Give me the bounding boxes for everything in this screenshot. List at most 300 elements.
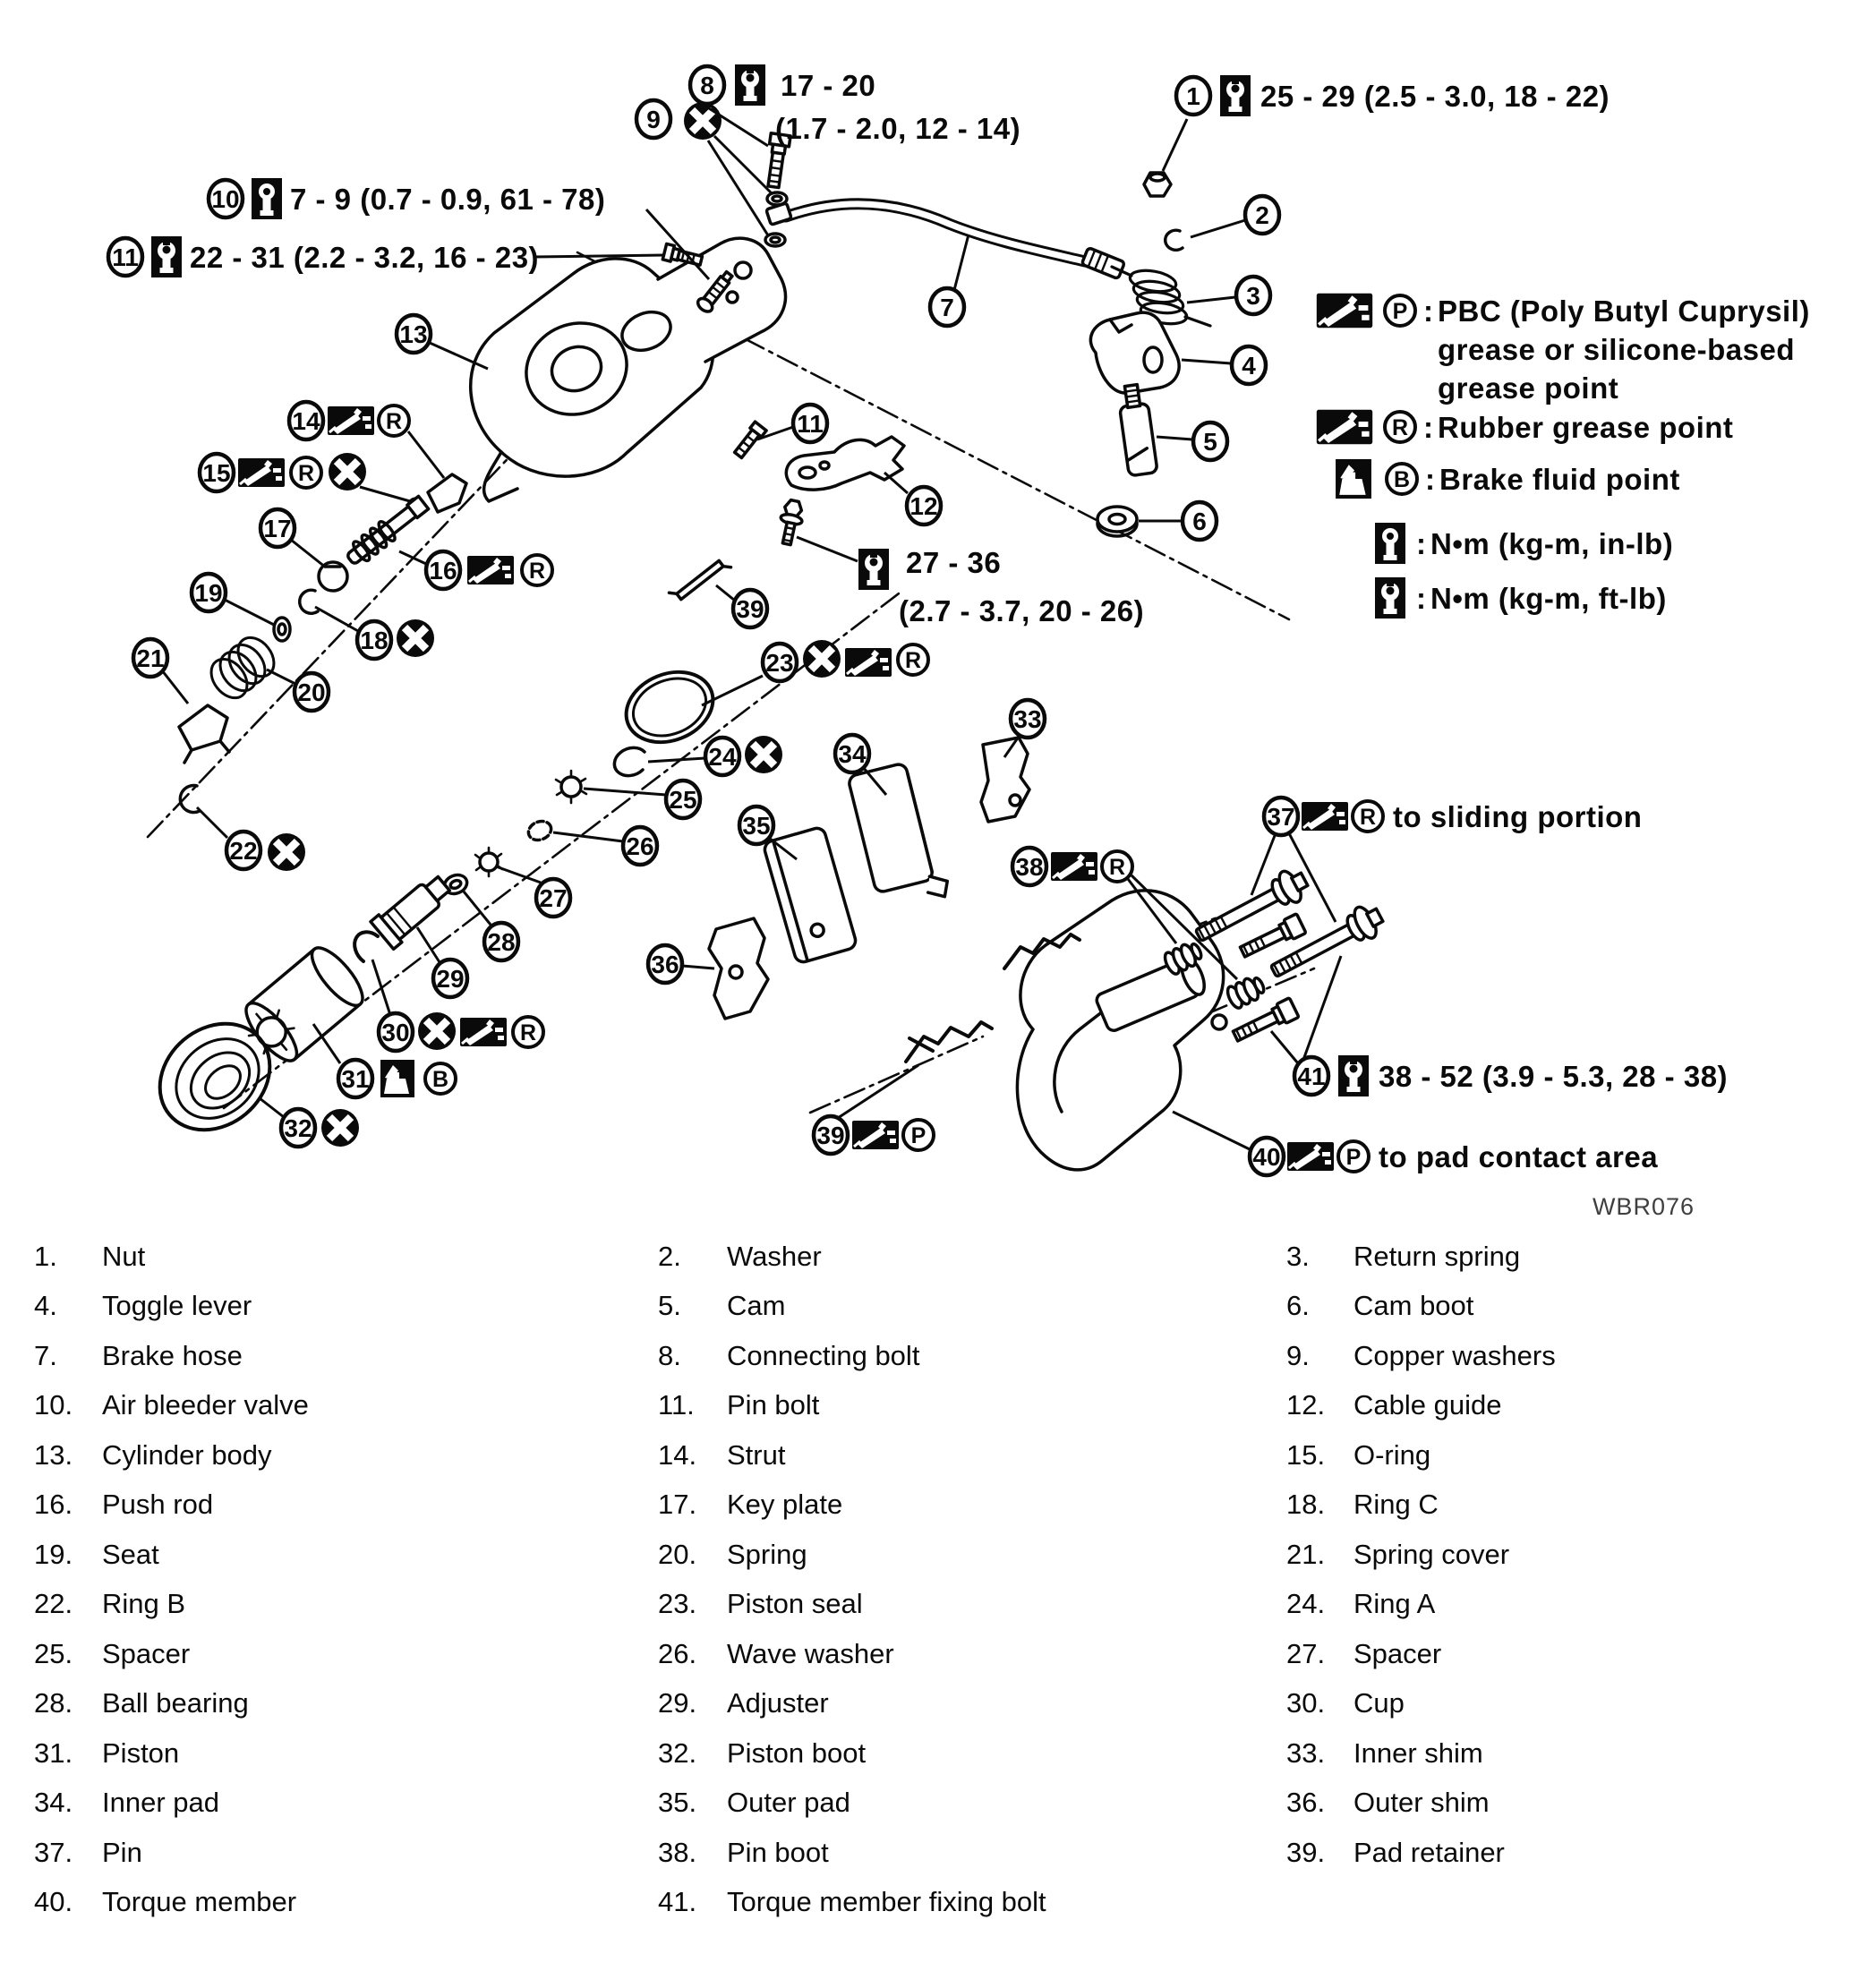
- figure-code: WBR076: [1592, 1193, 1695, 1220]
- callout-number: 19: [194, 579, 223, 607]
- annotation-text: 27 - 36: [906, 546, 1002, 579]
- leader-line: [682, 966, 714, 968]
- leader-line: [408, 431, 444, 478]
- part-name: Key plate: [727, 1489, 843, 1521]
- part-number: 37.: [34, 1836, 73, 1868]
- part-name: Pin bolt: [727, 1389, 820, 1421]
- callout-number: 41: [1297, 1062, 1326, 1090]
- callout-number: 22: [229, 837, 258, 865]
- wrench-ft-lb-icon: [858, 549, 889, 590]
- spring-drawing: [204, 631, 281, 705]
- leader-line: [197, 807, 227, 838]
- part-name: Cam boot: [1353, 1290, 1474, 1322]
- grease-gun-icon: [460, 1018, 507, 1046]
- part-number: 18.: [1286, 1489, 1326, 1521]
- annotation-text: :: [1423, 411, 1434, 444]
- leader-line: [372, 960, 390, 1015]
- callout-number: 15: [202, 459, 231, 487]
- part-number: 12.: [1286, 1389, 1326, 1421]
- grease-note-39: [814, 1065, 934, 1154]
- callout-number: 16: [429, 557, 457, 584]
- callout-9: [636, 100, 772, 235]
- callout-number: 38: [1015, 853, 1044, 881]
- part-number: 22.: [34, 1588, 73, 1620]
- leader-line: [1173, 1112, 1250, 1149]
- part-name: Pin boot: [727, 1836, 829, 1868]
- part-number: 2.: [658, 1240, 681, 1272]
- outer-pad-drawing: [763, 826, 858, 964]
- cup-drawing: [354, 932, 378, 961]
- leader-line: [1303, 956, 1341, 1060]
- leader-line: [1182, 360, 1231, 363]
- leader-line: [954, 235, 969, 290]
- part-number: 25.: [34, 1637, 73, 1669]
- cam-boot-drawing: [1097, 507, 1137, 536]
- callout-number: 37: [1267, 803, 1295, 831]
- callout-number: 13: [399, 320, 428, 348]
- legend-brake-fluid: [1336, 459, 1680, 499]
- torque-note-41: [1271, 956, 1728, 1096]
- callout-number: 1: [1186, 82, 1200, 110]
- part-number: 10.: [34, 1389, 73, 1421]
- part-number: 29.: [658, 1687, 697, 1719]
- parts-list-row: [0, 1580, 1853, 1630]
- torque-member-drawing: [1017, 891, 1226, 1170]
- annotation-text: :: [1416, 582, 1427, 615]
- grease-gun-icon: [1317, 294, 1372, 328]
- annotation-text: 17 - 20: [781, 69, 876, 102]
- badge-letter: R: [904, 648, 922, 673]
- brake-hose-drawing: [766, 203, 1125, 279]
- leader-line: [1191, 220, 1245, 237]
- callout-7: [930, 235, 969, 326]
- callout-number: 6: [1192, 508, 1207, 535]
- wrench-ft-lb-icon: [1375, 577, 1405, 619]
- annotation-text: grease or silicone-based: [1438, 333, 1795, 366]
- leader-line: [260, 1098, 284, 1117]
- callout-2: [1191, 196, 1279, 237]
- part-name: Cam: [727, 1290, 786, 1322]
- part-number: 20.: [658, 1538, 697, 1570]
- part-name: Ring A: [1353, 1588, 1436, 1620]
- parts-list-row: [0, 1530, 1853, 1580]
- callout-number: 11: [797, 410, 824, 438]
- grease-gun-icon: [328, 406, 374, 435]
- leader-line: [1157, 437, 1192, 439]
- inner-shim-drawing: [981, 738, 1029, 822]
- part-number: 19.: [34, 1538, 73, 1570]
- part-number: 16.: [34, 1489, 73, 1521]
- grease-gun-icon: [1302, 802, 1348, 831]
- grease-note-40: [1173, 1112, 1658, 1175]
- part-number: 31.: [34, 1736, 73, 1769]
- part-name: Spacer: [102, 1637, 191, 1669]
- grease-gun-icon: [845, 648, 892, 677]
- callout-23: [702, 640, 928, 705]
- part-name: Outer pad: [727, 1787, 850, 1819]
- pad-retainer-lower-drawing: [906, 1022, 992, 1062]
- part-number: 23.: [658, 1588, 697, 1620]
- ring-c-drawing: [300, 590, 318, 613]
- part-name: Spacer: [1353, 1637, 1442, 1669]
- leader-line: [648, 758, 705, 762]
- parts-list-row: [0, 1828, 1853, 1878]
- do-not-reuse-x-icon: [745, 736, 782, 773]
- part-number: 41.: [658, 1886, 697, 1918]
- callout-number: 3: [1246, 282, 1260, 310]
- callout-number: 31: [341, 1065, 370, 1093]
- annotation-text: to sliding portion: [1393, 800, 1643, 833]
- callout-number: 33: [1013, 705, 1042, 733]
- callout-4: [1182, 346, 1266, 384]
- washer-drawing: [1166, 230, 1183, 250]
- torque-note-8: [690, 64, 1020, 146]
- badge-letter: P: [1345, 1145, 1362, 1170]
- leader-line: [315, 607, 358, 631]
- part-name: Cylinder body: [102, 1438, 272, 1471]
- wrench-in-lb-icon: [252, 178, 282, 219]
- callout-6: [1139, 502, 1217, 540]
- callout-20: [267, 670, 329, 711]
- part-number: 33.: [1286, 1736, 1326, 1769]
- badge-letter: B: [1393, 467, 1411, 492]
- grease-gun-icon: [1287, 1142, 1334, 1171]
- callout-number: 24: [708, 743, 737, 771]
- callout-36: [648, 945, 714, 983]
- callout-number: 8: [700, 72, 714, 99]
- wrench-ft-lb-icon: [1338, 1055, 1369, 1096]
- part-number: 1.: [34, 1240, 57, 1272]
- leader-line: [399, 551, 426, 564]
- callout-number: 12: [909, 492, 938, 520]
- callout-16: [399, 551, 552, 589]
- callout-number: 28: [487, 928, 516, 956]
- part-name: Pad retainer: [1353, 1836, 1505, 1868]
- callout-19: [192, 574, 274, 625]
- part-number: 30.: [1286, 1687, 1326, 1719]
- callout-number: 9: [646, 106, 661, 133]
- part-number: 34.: [34, 1787, 73, 1819]
- part-number: 3.: [1286, 1240, 1310, 1272]
- leader-line: [1271, 1031, 1298, 1063]
- part-number: 24.: [1286, 1588, 1326, 1620]
- outer-shim-drawing: [709, 918, 768, 1019]
- badge-letter: B: [431, 1067, 449, 1092]
- part-number: 15.: [1286, 1438, 1326, 1471]
- part-name: Outer shim: [1353, 1787, 1490, 1819]
- leader-line: [584, 789, 666, 795]
- part-number: 5.: [658, 1290, 681, 1322]
- part-name: Wave washer: [727, 1637, 894, 1669]
- part-name: Strut: [727, 1438, 786, 1471]
- callout-number: 23: [765, 649, 794, 677]
- badge-letter: R: [297, 461, 315, 486]
- parts-list-row: [0, 1480, 1853, 1531]
- annotation-text: grease point: [1438, 371, 1619, 405]
- strut-drawing: [428, 474, 466, 512]
- do-not-reuse-x-icon: [418, 1012, 456, 1050]
- pin-drawing: [1266, 900, 1388, 986]
- grease-gun-icon: [467, 556, 514, 584]
- part-number: 7.: [34, 1339, 57, 1371]
- grease-gun-icon: [238, 458, 285, 487]
- callout-number: 40: [1252, 1143, 1281, 1171]
- part-number: 4.: [34, 1290, 57, 1322]
- push-rod-drawing: [343, 493, 431, 569]
- do-not-reuse-x-icon: [268, 833, 305, 871]
- part-name: Ball bearing: [102, 1687, 249, 1719]
- do-not-reuse-x-icon: [684, 102, 722, 140]
- part-number: 39.: [1286, 1836, 1326, 1868]
- annotation-text: N•m (kg-m, ft-lb): [1430, 582, 1667, 615]
- leader-line: [534, 255, 664, 257]
- parts-list-row: [0, 1878, 1853, 1928]
- callout-number: 36: [651, 951, 679, 978]
- callout-number: 35: [742, 812, 771, 840]
- parts-list-row: [0, 1629, 1853, 1679]
- leader-line: [1163, 119, 1187, 171]
- brake-fluid-icon: [1336, 459, 1371, 499]
- torque-note-27-36: [797, 537, 1144, 627]
- adjuster-drawing: [371, 870, 456, 949]
- callout-28: [464, 892, 518, 960]
- part-name: O-ring: [1353, 1438, 1431, 1471]
- callout-number: 20: [297, 678, 326, 706]
- part-name: Cup: [1353, 1687, 1405, 1719]
- spacer-27-drawing: [475, 848, 502, 876]
- part-name: Torque member fixing bolt: [727, 1886, 1046, 1918]
- callout-3: [1187, 277, 1270, 314]
- part-number: 11.: [658, 1389, 695, 1421]
- part-name: Push rod: [102, 1489, 214, 1521]
- leader-line: [553, 832, 623, 841]
- annotation-text: N•m (kg-m, in-lb): [1430, 527, 1674, 560]
- cam-drawing: [1117, 383, 1158, 475]
- part-number: 14.: [658, 1438, 697, 1471]
- callout-17: [260, 509, 326, 567]
- leader-line: [496, 866, 541, 883]
- part-number: 36.: [1286, 1787, 1326, 1819]
- parts-list-row: [0, 1381, 1853, 1431]
- annotation-text: :: [1423, 294, 1434, 328]
- torque-note-1: [1163, 75, 1610, 171]
- leader-line: [291, 540, 326, 567]
- part-name: Toggle lever: [102, 1290, 252, 1322]
- part-name: Spring cover: [1353, 1538, 1510, 1570]
- callout-21: [133, 639, 188, 704]
- callout-number: 7: [940, 294, 954, 321]
- wrench-ft-lb-icon: [151, 236, 182, 277]
- annotation-text: Brake fluid point: [1439, 463, 1680, 496]
- part-name: Copper washers: [1353, 1339, 1556, 1371]
- callout-32: [260, 1098, 359, 1147]
- exploded-drawing: [139, 133, 1388, 1170]
- inner-pad-drawing: [848, 760, 951, 913]
- annotation-text: Rubber grease point: [1438, 411, 1734, 444]
- brake-fluid-icon: [380, 1060, 414, 1097]
- part-name: Inner pad: [102, 1787, 219, 1819]
- part-name: Piston boot: [727, 1736, 867, 1769]
- part-name: Return spring: [1353, 1240, 1521, 1272]
- leader-line: [162, 670, 188, 704]
- part-name: Adjuster: [727, 1687, 829, 1719]
- cable-guide-drawing: [786, 437, 904, 490]
- annotation-text: to pad contact area: [1379, 1140, 1659, 1173]
- annotation-text: 25 - 29 (2.5 - 3.0, 18 - 22): [1260, 80, 1610, 113]
- callout-number: 29: [436, 965, 465, 993]
- parts-list-row: [0, 1779, 1853, 1829]
- callout-39-upper: [716, 585, 767, 627]
- part-name: Torque member: [102, 1886, 297, 1918]
- legend-rubber-grease: [1317, 410, 1734, 444]
- legend-nm-in-lb: [1375, 523, 1673, 564]
- badge-letter: P: [910, 1123, 926, 1148]
- callout-number: 10: [211, 185, 240, 213]
- callout-number: 11: [112, 243, 139, 271]
- parts-list-row: [0, 1679, 1853, 1729]
- badge-letter: P: [1392, 299, 1408, 324]
- parts-list: [0, 1232, 1853, 1927]
- do-not-reuse-x-icon: [321, 1109, 359, 1147]
- wave-washer-drawing: [525, 818, 554, 843]
- badge-letter: R: [385, 409, 403, 434]
- part-name: Air bleeder valve: [102, 1389, 309, 1421]
- callout-11-pin-bolt: [757, 405, 827, 442]
- pin-boot-drawing: [1225, 974, 1267, 1011]
- leader-line: [884, 473, 908, 493]
- callout-22: [197, 807, 305, 871]
- badge-letter: R: [1359, 805, 1377, 830]
- part-name: Cable guide: [1353, 1389, 1502, 1421]
- part-number: 32.: [658, 1736, 697, 1769]
- pin-bolt-drawing: [732, 422, 766, 459]
- callout-number: 18: [360, 627, 389, 654]
- callout-number: 21: [136, 644, 165, 672]
- part-number: 38.: [658, 1836, 697, 1868]
- wrench-in-lb-icon: [1375, 523, 1405, 564]
- grease-note-37: [1251, 798, 1642, 922]
- part-number: 28.: [34, 1687, 73, 1719]
- callout-number: 17: [263, 515, 292, 542]
- grease-gun-icon: [1317, 410, 1372, 444]
- part-number: 13.: [34, 1438, 73, 1471]
- parts-list-row: [0, 1282, 1853, 1332]
- seat-drawing: [274, 618, 290, 641]
- leader-line: [267, 670, 295, 684]
- callout-number: 5: [1203, 428, 1217, 456]
- annotation-text: PBC (Poly Butyl Cuprysil): [1438, 294, 1810, 328]
- callout-12: [884, 473, 941, 525]
- part-name: Seat: [102, 1538, 159, 1570]
- wrench-ft-lb-icon: [735, 64, 765, 106]
- badge-letter: R: [519, 1020, 537, 1045]
- leader-line: [838, 1065, 918, 1118]
- callout-number: 39: [736, 595, 764, 623]
- parts-list-row: [0, 1232, 1853, 1282]
- leader-line: [797, 537, 858, 561]
- parts-list-row: [0, 1430, 1853, 1480]
- nut-drawing: [1144, 173, 1171, 196]
- part-name: Nut: [102, 1240, 146, 1272]
- callout-number: 34: [838, 740, 867, 768]
- parts-list-row: [0, 1728, 1853, 1779]
- callout-25: [584, 781, 700, 818]
- badge-letter: R: [1108, 855, 1126, 880]
- annotation-text: :: [1425, 463, 1436, 496]
- annotation-text: 7 - 9 (0.7 - 0.9, 61 - 78): [290, 183, 606, 216]
- cylinder-body-drawing: [471, 238, 786, 501]
- part-number: 35.: [658, 1787, 697, 1819]
- leader-line: [1187, 297, 1235, 303]
- spacer-25-drawing: [556, 771, 586, 803]
- ring-a-drawing: [614, 747, 645, 775]
- part-number: 21.: [1286, 1538, 1326, 1570]
- annotation-text: (1.7 - 2.0, 12 - 14): [775, 112, 1021, 145]
- axis-line: [810, 1037, 983, 1113]
- part-number: 6.: [1286, 1290, 1310, 1322]
- callout-number: 26: [626, 832, 654, 860]
- grease-gun-icon: [1051, 852, 1097, 881]
- annotation-text: (2.7 - 3.7, 20 - 26): [899, 594, 1145, 627]
- callout-number: 39: [816, 1122, 845, 1149]
- wrench-ft-lb-icon: [1220, 75, 1251, 116]
- legend-nm-ft-lb: [1375, 577, 1667, 619]
- callout-number: 30: [381, 1019, 410, 1046]
- callout-number: 4: [1242, 352, 1256, 380]
- part-number: 8.: [658, 1339, 681, 1371]
- callout-5: [1157, 422, 1227, 460]
- part-number: 17.: [658, 1489, 697, 1521]
- badge-letter: R: [528, 559, 546, 584]
- callout-number: 27: [539, 884, 568, 912]
- legend-pbc-grease: [1317, 294, 1810, 405]
- annotation-text: 22 - 31 (2.2 - 3.2, 16 - 23): [190, 241, 540, 274]
- callout-number: 14: [292, 407, 320, 435]
- annotation-text: 38 - 52 (3.9 - 5.3, 28 - 38): [1379, 1060, 1729, 1093]
- spring-cover-drawing: [179, 705, 229, 763]
- part-name: Inner shim: [1353, 1736, 1483, 1769]
- leader-line: [708, 141, 768, 235]
- part-name: Connecting bolt: [727, 1339, 920, 1371]
- do-not-reuse-x-icon: [329, 453, 366, 491]
- grease-gun-icon: [852, 1121, 899, 1149]
- part-number: 9.: [1286, 1339, 1310, 1371]
- part-number: 26.: [658, 1637, 697, 1669]
- leader-line: [360, 487, 410, 501]
- callout-number: 25: [669, 786, 697, 814]
- callout-15: [200, 453, 410, 501]
- annotation-text: :: [1416, 527, 1427, 560]
- part-name: Spring: [727, 1538, 807, 1570]
- callout-number: 32: [284, 1114, 312, 1142]
- do-not-reuse-x-icon: [803, 640, 841, 678]
- part-name: Ring C: [1353, 1489, 1439, 1521]
- part-name: Ring B: [102, 1588, 186, 1620]
- part-number: 40.: [34, 1886, 73, 1918]
- part-name: Pin: [102, 1836, 142, 1868]
- callout-29: [417, 927, 467, 997]
- part-name: Washer: [727, 1240, 822, 1272]
- leader-line: [225, 600, 274, 625]
- do-not-reuse-x-icon: [397, 619, 434, 657]
- parts-list-row: [0, 1331, 1853, 1381]
- badge-letter: R: [1391, 415, 1409, 440]
- callout-18: [315, 607, 434, 659]
- leader-line: [716, 585, 735, 601]
- part-name: Piston seal: [727, 1588, 863, 1620]
- part-name: Brake hose: [102, 1339, 243, 1371]
- part-name: Piston: [102, 1736, 180, 1769]
